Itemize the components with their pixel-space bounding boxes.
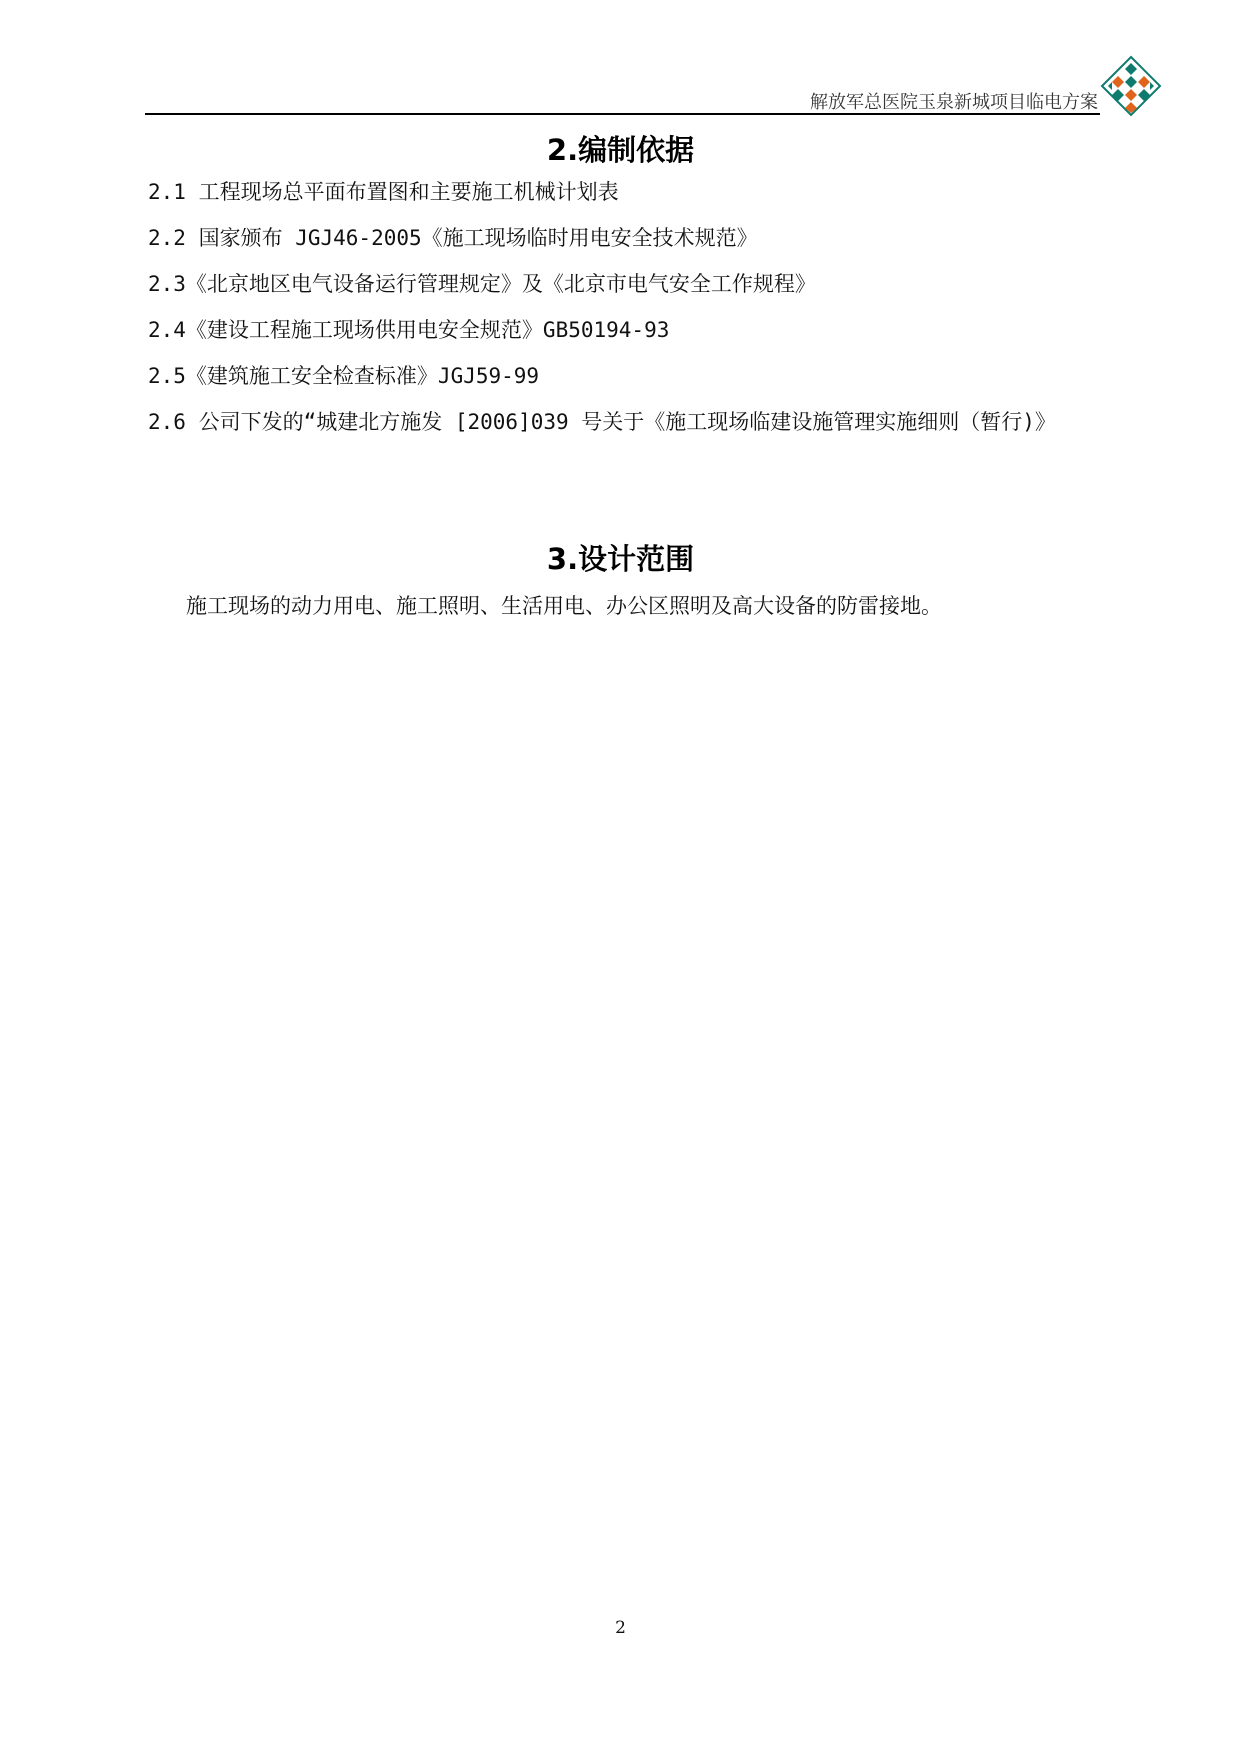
section-heading-scope: 3.设计范围 [546,542,695,576]
section-heading-basis: 2.编制依据 [546,133,695,167]
basis-item: 2.4《建设工程施工现场供用电安全规范》GB50194-93 [148,318,670,342]
company-logo-icon [1100,55,1162,117]
basis-item: 2.5《建筑施工安全检查标准》JGJ59-99 [148,364,540,388]
page-number: 2 [615,1618,626,1638]
basis-item: 2.3《北京地区电气设备运行管理规定》及《北京市电气安全工作规程》 [148,272,816,296]
basis-item: 2.6 公司下发的“城建北方施发 [2006]039 号关于《施工现场临建设施管理实施细则（暂行)》 [148,410,1056,434]
scope-paragraph: 施工现场的动力用电、施工照明、生活用电、办公区照明及高大设备的防雷接地。 [186,594,942,618]
header-title: 解放军总医院玉泉新城项目临电方案 [810,92,1098,113]
basis-item: 2.2 国家颁布 JGJ46-2005《施工现场临时用电安全技术规范》 [148,226,758,250]
header-rule [145,113,1100,115]
basis-item: 2.1 工程现场总平面布置图和主要施工机械计划表 [148,180,619,204]
